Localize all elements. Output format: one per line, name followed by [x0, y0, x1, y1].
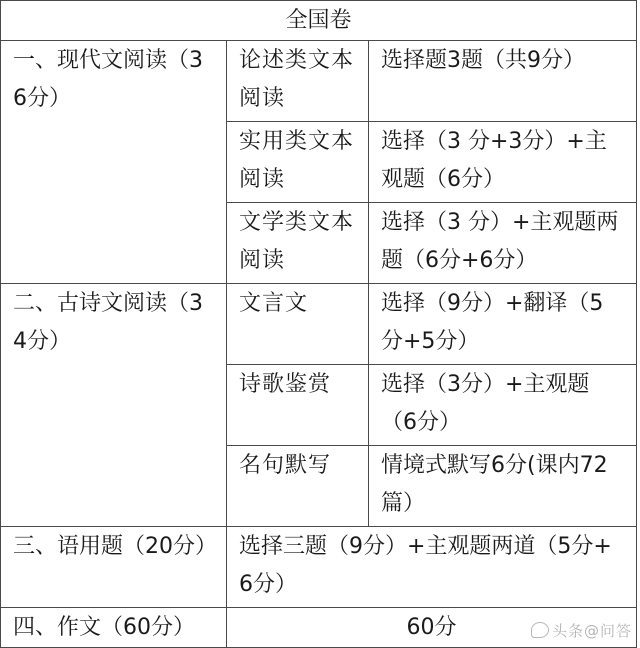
question-desc: 选择（3分）+主观题（6分） — [369, 365, 637, 446]
question-type: 论述类文本阅读 — [227, 41, 369, 122]
section-desc: 选择三题（9分）+主观题两道（5分+6分） — [227, 527, 637, 608]
table-row — [1, 284, 637, 365]
question-type: 名句默写 — [227, 446, 369, 527]
table-row — [1, 41, 637, 122]
watermark — [531, 620, 632, 641]
question-type: 实用类文本阅读 — [227, 122, 369, 203]
question-type: 诗歌鉴赏 — [227, 365, 369, 446]
section-name: 二、古诗文阅读（34分） — [1, 284, 227, 527]
watermark-text: 头条@问答 — [551, 622, 632, 640]
question-desc: 情境式默写6分(课内72篇） — [369, 446, 637, 527]
question-type: 文学类文本阅读 — [227, 203, 369, 284]
chat-bubble-icon — [531, 622, 549, 638]
question-type: 文言文 — [227, 284, 369, 365]
section-name: 一、现代文阅读（36分） — [1, 41, 227, 284]
question-desc: 选择（3 分+3分）+主观题（6分） — [369, 122, 637, 203]
table-row — [1, 527, 637, 608]
question-desc: 选择题3题（共9分） — [369, 41, 637, 122]
table-title: 全国卷 — [1, 1, 637, 41]
section-desc: 60分 — [227, 608, 637, 648]
table-title-row — [1, 1, 637, 41]
section-name: 三、语用题（20分） — [1, 527, 227, 608]
question-desc: 选择（9分）+翻译（5分+5分） — [369, 284, 637, 365]
section-name: 四、作文（60分） — [1, 608, 227, 648]
question-desc: 选择（3 分）+主观题两题（6分+6分） — [369, 203, 637, 284]
